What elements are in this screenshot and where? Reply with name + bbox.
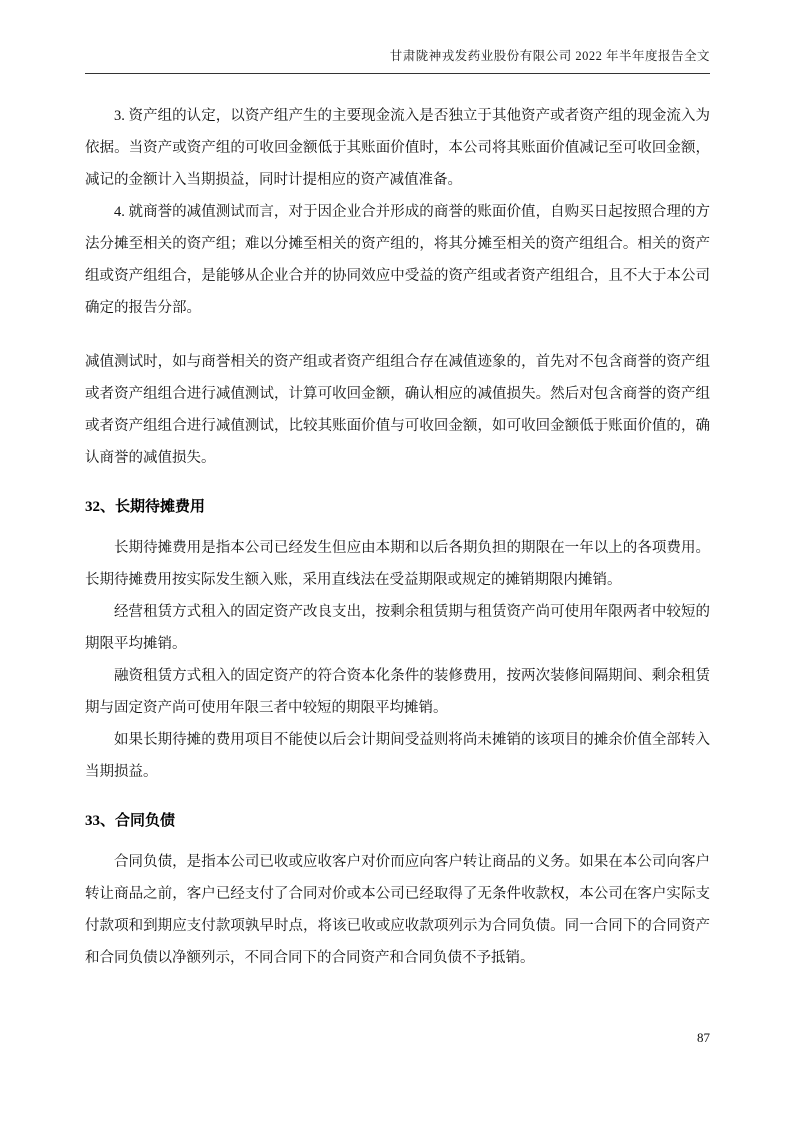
page-number: 87 bbox=[697, 1030, 710, 1045]
paragraph-operating-lease-improvement: 经营租赁方式租入的固定资产改良支出，按剩余租赁期与租赁资产尚可使用年限两者中较短的期限平均摊销。 bbox=[85, 604, 710, 652]
paragraph-goodwill-impairment-allocation: 4. 就商誉的减值测试而言，对于因企业合并形成的商誉的账面价值，自购买日起按照合理的方法分摊至相关的资产组；难以分摊至相关的资产组的，将其分摊至相关的资产组组合。相关的资产组或资产组组合，是能够从企业合并的协同效应中受益的资产组或者资产组组合，且不大于本公司确定的报告分部。 bbox=[85, 204, 710, 316]
paragraph-unamortized-transfer: 如果长期待摊的费用项目不能使以后会计期间受益则将尚未摊销的该项目的摊余价值全部转入当期损益。 bbox=[85, 732, 710, 780]
paragraph-asset-group-recognition: 3. 资产组的认定，以资产组产生的主要现金流入是否独立于其他资产或者资产组的现金流入为依据。当资产或资产组的可收回金额低于其账面价值时，本公司将其账面价值减记至可收回金额，减记的金额计入当期损益，同时计提相应的资产减值准备。 bbox=[85, 108, 710, 188]
section-heading-33-contract-liabilities: 33、合同负债 bbox=[85, 813, 176, 829]
document-body bbox=[85, 100, 710, 974]
section-heading-32-long-term-deferred-expenses: 32、长期待摊费用 bbox=[85, 499, 206, 515]
paragraph-long-term-deferred-expenses-definition: 长期待摊费用是指本公司已经发生但应由本期和以后各期负担的期限在一年以上的各项费用。长期待摊费用按实际发生额入账，采用直线法在受益期限或规定的摊销期限内摊销。 bbox=[85, 540, 710, 588]
page-header-title: 甘肃陇神戎发药业股份有限公司 2022 年半年度报告全文 bbox=[85, 46, 710, 74]
paragraph-impairment-testing: 减值测试时，如与商誉相关的资产组或者资产组组合存在减值迹象的，首先对不包含商誉的资产组或者资产组组合进行减值测试，计算可收回金额，确认相应的减值损失。然后对包含商誉的资产组或者资产组组合进行减值测试，比较其账面价值与可收回金额，如可收回金额低于账面价值的，确认商誉的减值损失。 bbox=[85, 354, 710, 466]
paragraph-contract-liabilities-definition: 合同负债，是指本公司已收或应收客户对价而应向客户转让商品的义务。如果在本公司向客户转让商品之前，客户已经支付了合同对价或本公司已经取得了无条件收款权，本公司在客户实际支付款项和到期应支付款项孰早时点，将该已收或应收款项列示为合同负债。同一合同下的合同资产和合同负债以净额列示，不同合同下的合同资产和合同负债不予抵销。 bbox=[85, 854, 710, 966]
paragraph-finance-lease-decoration: 融资租赁方式租入的固定资产的符合资本化条件的装修费用，按两次装修间隔期间、剩余租赁期与固定资产尚可使用年限三者中较短的期限平均摊销。 bbox=[85, 668, 710, 716]
